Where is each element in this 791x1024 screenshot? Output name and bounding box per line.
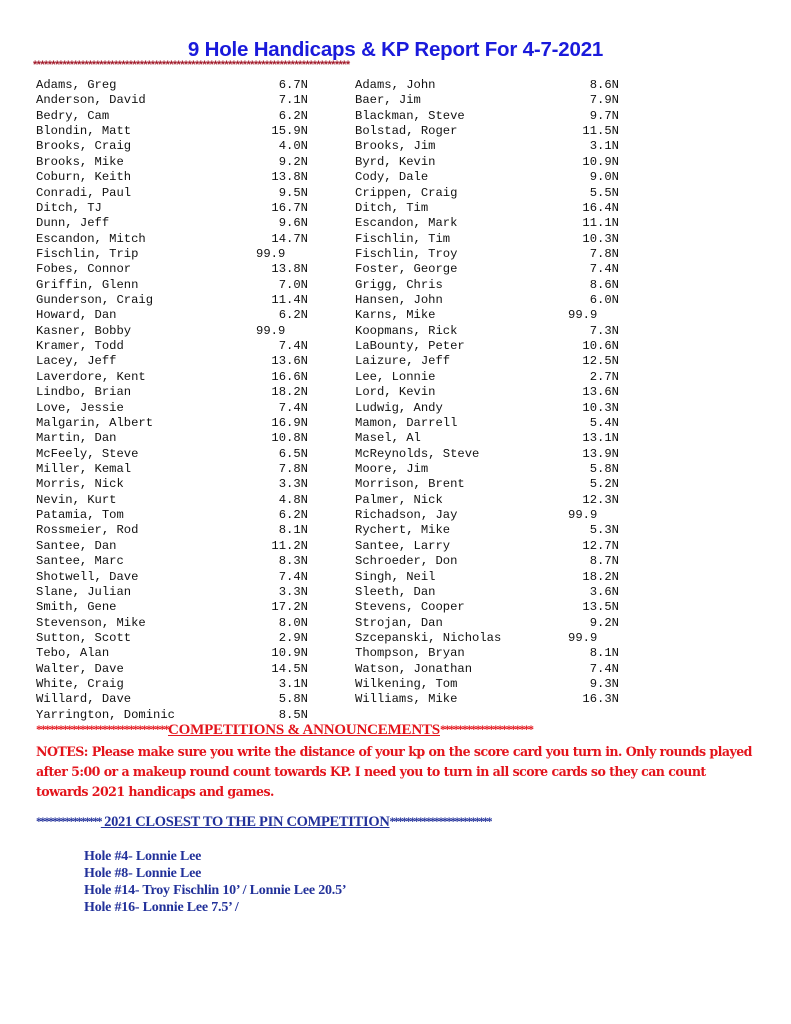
player-name: Santee, Dan [36, 538, 117, 553]
closest-to-pin-header [36, 814, 491, 831]
player-handicap: 18.2N [582, 569, 619, 584]
player-handicap: 13.1N [582, 431, 619, 446]
player-handicap: 17.2N [271, 600, 308, 615]
player-name: Conradi, Paul [36, 185, 132, 200]
player-name: Singh, Neil [355, 569, 436, 584]
player-name: McReynolds, Steve [355, 446, 480, 461]
player-name: Brooks, Jim [355, 139, 436, 154]
player-handicap: 14.5N [271, 661, 308, 676]
star-separator: **************** [36, 816, 101, 828]
player-name: Brooks, Mike [36, 154, 124, 169]
player-handicap: 5.4N [589, 415, 619, 430]
player-name: Baer, Jim [355, 93, 421, 108]
player-handicap: 3.3N [278, 477, 308, 492]
player-name: Escandon, Mark [355, 216, 458, 231]
player-name: Fischlin, Tim [355, 231, 451, 246]
player-handicap: 10.6N [582, 339, 619, 354]
player-name: Willard, Dave [36, 692, 132, 707]
player-name: Rossmeier, Rod [36, 523, 139, 538]
player-handicap: 7.4N [278, 400, 308, 415]
player-handicap: 7.4N [278, 569, 308, 584]
player-handicap: 4.0N [278, 139, 308, 154]
player-name: Gunderson, Craig [36, 293, 154, 308]
player-name: Love, Jessie [36, 400, 124, 415]
player-handicap: 10.9N [271, 646, 308, 661]
player-handicap: 7.8N [278, 461, 308, 476]
competitions-header [36, 722, 532, 739]
player-handicap: 8.0N [278, 615, 308, 630]
player-name: Palmer, Nick [355, 492, 443, 507]
hole-result: Hole #16- Lonnie Lee 7.5’ / [84, 900, 239, 915]
player-name: Byrd, Kevin [355, 154, 436, 169]
player-handicap: 6.2N [278, 308, 308, 323]
player-handicap: 8.3N [278, 554, 308, 569]
player-name: Thompson, Bryan [355, 646, 465, 661]
player-name: Adams, Greg [36, 78, 117, 92]
player-name: McFeely, Steve [36, 446, 139, 461]
player-handicap: 3.3N [278, 584, 308, 599]
player-name: Stevenson, Mike [36, 615, 146, 630]
player-handicap: 9.6N [278, 216, 308, 231]
player-name: Dunn, Jeff [36, 216, 110, 231]
star-separator: ********************* [439, 722, 533, 736]
player-handicap: 3.6N [589, 584, 619, 599]
player-name: Ditch, Tim [355, 200, 429, 215]
player-name: Howard, Dan [36, 308, 117, 323]
player-handicap: 7.8N [589, 246, 619, 261]
report-title: 9 Hole Handicaps & KP Report For 4-7-2021 [187, 38, 604, 61]
player-name: Tebo, Alan [36, 646, 110, 661]
player-handicap: 99.9 [256, 323, 286, 338]
player-name: Brooks, Craig [36, 139, 132, 154]
player-name: Patamia, Tom [36, 508, 124, 523]
player-handicap: 16.4N [582, 200, 619, 215]
player-name: Morrison, Brent [355, 477, 465, 492]
player-name: Nevin, Kurt [36, 492, 117, 507]
player-handicap: 4.8N [278, 492, 308, 507]
player-handicap: 11.4N [271, 293, 308, 308]
player-handicap: 5.8N [589, 461, 619, 476]
player-handicap: 6.2N [278, 108, 308, 123]
player-handicap: 8.7N [589, 554, 619, 569]
player-handicap: 15.9N [271, 124, 308, 139]
player-name: Szcepanski, Nicholas [355, 630, 502, 645]
player-name: Watson, Jonathan [355, 661, 473, 676]
player-handicap: 5.3N [589, 523, 619, 538]
player-handicap: 8.6N [589, 78, 619, 92]
player-name: Rychert, Mike [355, 523, 451, 538]
player-name: Morris, Nick [36, 477, 124, 492]
hole-result: Hole #4- Lonnie Lee [84, 849, 202, 864]
player-handicap: 7.0N [278, 277, 308, 292]
player-handicap: 5.2N [589, 477, 619, 492]
player-handicap: 9.3N [589, 677, 619, 692]
player-name: Ludwig, Andy [355, 400, 443, 415]
player-name: Williams, Mike [355, 692, 458, 707]
player-handicap: 12.7N [582, 538, 619, 553]
player-handicap: 7.9N [589, 93, 619, 108]
competitions-heading: COMPETITIONS & ANNOUNCEMENTS [168, 722, 440, 738]
player-name: Mamon, Darrell [355, 415, 458, 430]
player-name: Miller, Kemal [36, 461, 132, 476]
player-name: Cody, Dale [355, 170, 429, 185]
player-name: Wilkening, Tom [355, 677, 458, 692]
player-handicap: 3.1N [589, 139, 619, 154]
player-handicap: 7.4N [589, 262, 619, 277]
player-name: Walter, Dave [36, 661, 124, 676]
player-handicap: 16.3N [582, 692, 619, 707]
player-handicap: 99.9 [256, 246, 286, 261]
player-handicap: 18.2N [271, 385, 308, 400]
player-name: Malgarin, Albert [36, 415, 154, 430]
player-name: Crippen, Craig [355, 185, 458, 200]
star-separator: ************************************************************************************** [33, 59, 350, 71]
player-name: Moore, Jim [355, 461, 429, 476]
hole-result: Hole #14- Troy Fischlin 10’ / Lonnie Lee 20.5’ [84, 883, 347, 898]
player-name: Lee, Lonnie [355, 369, 436, 384]
player-name: Kasner, Bobby [36, 323, 132, 338]
player-name: Kramer, Todd [36, 339, 124, 354]
player-name: Foster, George [355, 262, 458, 277]
player-handicap: 12.5N [582, 354, 619, 369]
player-name: Shotwell, Dave [36, 569, 139, 584]
player-handicap: 7.4N [278, 339, 308, 354]
player-name: LaBounty, Peter [355, 339, 465, 354]
player-handicap: 8.1N [278, 523, 308, 538]
player-name: Santee, Marc [36, 554, 124, 569]
player-handicap: 11.5N [582, 124, 619, 139]
player-name: Ditch, TJ [36, 200, 102, 215]
hole-result: Hole #8- Lonnie Lee [84, 866, 202, 881]
player-handicap: 9.2N [589, 615, 619, 630]
star-separator: ************************* [389, 816, 491, 828]
player-name: Martin, Dan [36, 431, 117, 446]
player-name: Yarrington, Dominic [36, 707, 175, 722]
player-handicap: 10.3N [582, 231, 619, 246]
player-name: Koopmans, Rick [355, 323, 458, 338]
player-name: Blackman, Steve [355, 108, 465, 123]
player-handicap: 16.7N [271, 200, 308, 215]
player-handicap: 8.5N [278, 707, 308, 722]
player-handicap: 13.8N [271, 262, 308, 277]
player-name: Bedry, Cam [36, 108, 110, 123]
player-name: Lord, Kevin [355, 385, 436, 400]
player-name: Escandon, Mitch [36, 231, 146, 246]
player-handicap: 2.9N [278, 630, 308, 645]
player-name: Fischlin, Troy [355, 246, 458, 261]
player-name: Slane, Julian [36, 584, 132, 599]
player-name: Grigg, Chris [355, 277, 443, 292]
player-handicap: 2.7N [589, 369, 619, 384]
player-name: Hansen, John [355, 293, 443, 308]
player-handicap: 11.1N [582, 216, 619, 231]
player-handicap: 6.5N [278, 446, 308, 461]
player-name: Masel, Al [355, 431, 421, 446]
player-handicap: 5.8N [278, 692, 308, 707]
player-name: Richadson, Jay [355, 508, 458, 523]
player-handicap: 16.9N [271, 415, 308, 430]
player-handicap: 8.6N [589, 277, 619, 292]
player-handicap: 10.9N [582, 154, 619, 169]
player-name: White, Craig [36, 677, 124, 692]
player-name: Laizure, Jeff [355, 354, 451, 369]
player-handicap: 9.7N [589, 108, 619, 123]
player-name: Smith, Gene [36, 600, 117, 615]
player-handicap: 8.1N [589, 646, 619, 661]
player-name: Santee, Larry [355, 538, 451, 553]
player-name: Karns, Mike [355, 308, 436, 323]
player-handicap: 3.1N [278, 677, 308, 692]
player-name: Fischlin, Trip [36, 246, 139, 261]
player-handicap: 99.9 [568, 508, 598, 523]
player-handicap: 11.2N [271, 538, 308, 553]
player-name: Sleeth, Dan [355, 584, 436, 599]
player-handicap: 6.7N [278, 78, 308, 92]
player-handicap: 6.2N [278, 508, 308, 523]
player-handicap: 13.8N [271, 170, 308, 185]
player-handicap: 16.6N [271, 369, 308, 384]
player-handicap: 99.9 [568, 630, 598, 645]
player-name: Coburn, Keith [36, 170, 132, 185]
player-name: Griffin, Glenn [36, 277, 139, 292]
player-name: Anderson, David [36, 93, 146, 108]
player-handicap: 13.6N [271, 354, 308, 369]
player-handicap: 9.0N [589, 170, 619, 185]
player-handicap: 13.6N [582, 385, 619, 400]
player-name: Stevens, Cooper [355, 600, 465, 615]
player-handicap: 13.9N [582, 446, 619, 461]
player-handicap: 7.4N [589, 661, 619, 676]
player-handicap: 10.3N [582, 400, 619, 415]
star-separator: ****************************** [36, 722, 169, 736]
player-handicap: 9.2N [278, 154, 308, 169]
player-name: Lindbo, Brian [36, 385, 132, 400]
closest-to-pin-heading: 2021 CLOSEST TO THE PIN COMPETITION [100, 814, 390, 830]
player-name: Bolstad, Roger [355, 124, 458, 139]
player-handicap: 5.5N [589, 185, 619, 200]
player-handicap: 14.7N [271, 231, 308, 246]
closest-to-pin-results [84, 848, 346, 916]
player-handicap: 12.3N [582, 492, 619, 507]
player-name: Schroeder, Don [355, 554, 458, 569]
player-name: Adams, John [355, 78, 436, 92]
player-name: Sutton, Scott [36, 630, 132, 645]
player-handicap: 9.5N [278, 185, 308, 200]
notes-paragraph: NOTES: Please make sure you write the distance of your kp on the score card you turn in. Only rounds played after 5:00 or a makeup round count towards KP. I need you to turn in all score cards so they can count towards 2021 handicaps and games. [36, 744, 752, 799]
player-name: Fobes, Connor [36, 262, 132, 277]
player-handicap: 13.5N [582, 600, 619, 615]
player-name: Blondin, Matt [36, 124, 132, 139]
player-handicap: 6.0N [589, 293, 619, 308]
player-handicap: 7.1N [278, 93, 308, 108]
player-handicap: 99.9 [568, 308, 598, 323]
player-name: Laverdore, Kent [36, 369, 146, 384]
player-handicap: 10.8N [271, 431, 308, 446]
player-handicap: 7.3N [589, 323, 619, 338]
player-name: Lacey, Jeff [36, 354, 117, 369]
player-name: Strojan, Dan [355, 615, 443, 630]
